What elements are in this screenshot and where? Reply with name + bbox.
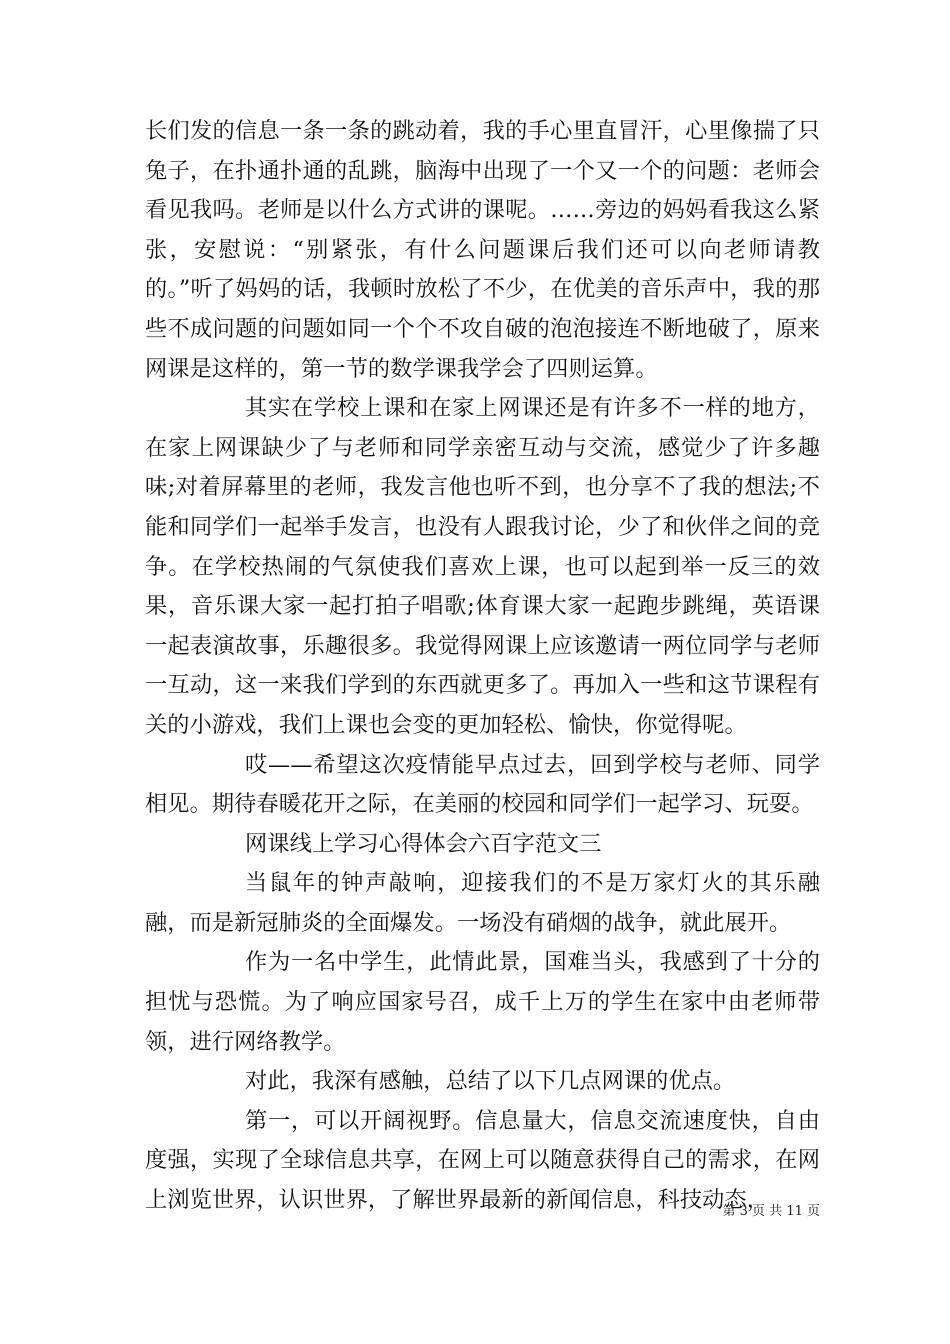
paragraph: 哎——希望这次疫情能早点过去，回到学校与老师、同学相见。期待春暖花开之际，在美丽的校园和同学们一起学习、玩耍。 [145,751,820,818]
paragraph-continued: 长们发的信息一条一条的跳动着，我的手心里直冒汗，心里像揣了只兔子，在扑通扑通的乱跳，脑海中出现了一个又一个的问题：老师会看见我吗。老师是以什么方式讲的课呢。……旁边的妈妈看我这么紧张，安慰说：“别紧张，有什么问题课后我们还可以向老师请教的。”听了妈妈的话，我顿时放松了不少，在优美的音乐声中，我的那些不成问题的问题如同一个个不攻自破的泡泡接连不断地破了，原来网课是这样的，第一节的数学课我学会了四则运算。 [145,118,820,382]
document-body [145,112,820,1221]
paragraph: 对此，我深有感触，总结了以下几点网课的优点。 [245,1068,736,1095]
paragraph: 当鼠年的钟声敲响，迎接我们的不是万家灯火的其乐融融，而是新冠肺炎的全面爆发。一场没有硝烟的战争，就此展开。 [145,870,820,936]
paragraph: 其实在学校上课和在家上网课还是有许多不一样的地方，在家上网课缺少了与老师和同学亲密互动与交流，感觉少了许多趣味;对着屏幕里的老师，我发言他也听不到，也分享不了我的想法;不能和同学们一起举手发言，也没有人跟我讨论，少了和伙伴之间的竞争。在学校热闹的气氛使我们喜欢上课，也可以起到举一反三的效果，音乐课大家一起打拍子唱歌;体育课大家一起跑步跳绳，英语课一起表演故事，乐趣很多。我觉得网课上应该邀请一两位同学与老师一互动，这一来我们学到的东西就更多了。再加入一些和这节课程有关的小游戏，我们上课也会变的更加轻松、愉快，你觉得呢。 [145,395,820,738]
page-number: 第 3 页 共 11 页 [722,1204,820,1219]
paragraph: 作为一名中学生，此情此景，国难当头，我感到了十分的担忧与恐慌。为了响应国家号召，成千上万的学生在家中由老师带领，进行网络教学。 [145,949,820,1055]
paragraph: 第一，可以开阔视野。信息量大，信息交流速度快，自由度强，实现了全球信息共享，在网上可以随意获得自己的需求，在网上浏览世界，认识世界，了解世界最新的新闻信息，科技动态， [145,1107,820,1214]
section-title: 网课线上学习心得体会六百字范文三 [245,830,602,857]
